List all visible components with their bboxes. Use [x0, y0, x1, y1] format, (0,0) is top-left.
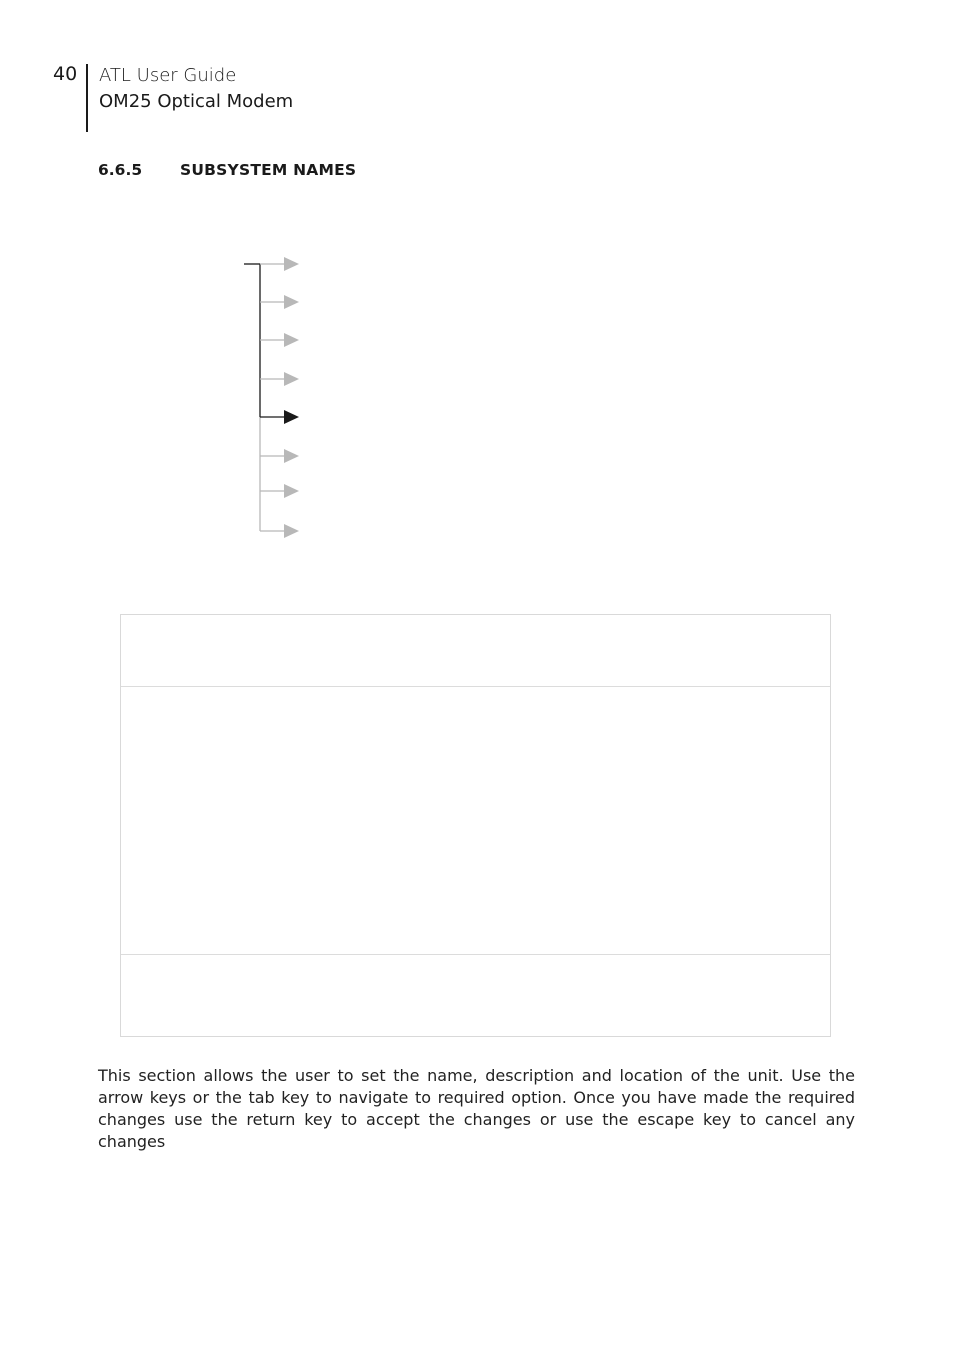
screen-footer-divider: [121, 954, 830, 955]
menu-arrow-4: [260, 372, 299, 386]
screen-header-divider: [121, 686, 830, 687]
guide-title: ATL User Guide: [99, 65, 237, 86]
menu-arrow-1: [260, 257, 299, 271]
menu-arrow-7: [260, 484, 299, 498]
menu-arrow-8: [260, 524, 299, 538]
menu-tree-diagram: [0, 0, 954, 600]
section-number: 6.6.5: [98, 161, 143, 179]
menu-arrow-3: [260, 333, 299, 347]
product-name: OM25 Optical Modem: [99, 91, 294, 112]
body-paragraph: This section allows the user to set the name, description and location of the unit. Use the arrow keys or the tab key to navigate to required option. Once you have made the required changes use the return key to accept the changes or use the escape key to cancel any changes: [98, 1066, 855, 1151]
menu-arrow-6: [260, 449, 299, 463]
screen-capture-frame: [120, 614, 831, 1037]
section-title: SUBSYSTEM NAMES: [180, 161, 357, 179]
page-number: 40: [53, 63, 78, 85]
menu-arrow-2: [260, 295, 299, 309]
menu-arrow-active: [260, 410, 299, 424]
